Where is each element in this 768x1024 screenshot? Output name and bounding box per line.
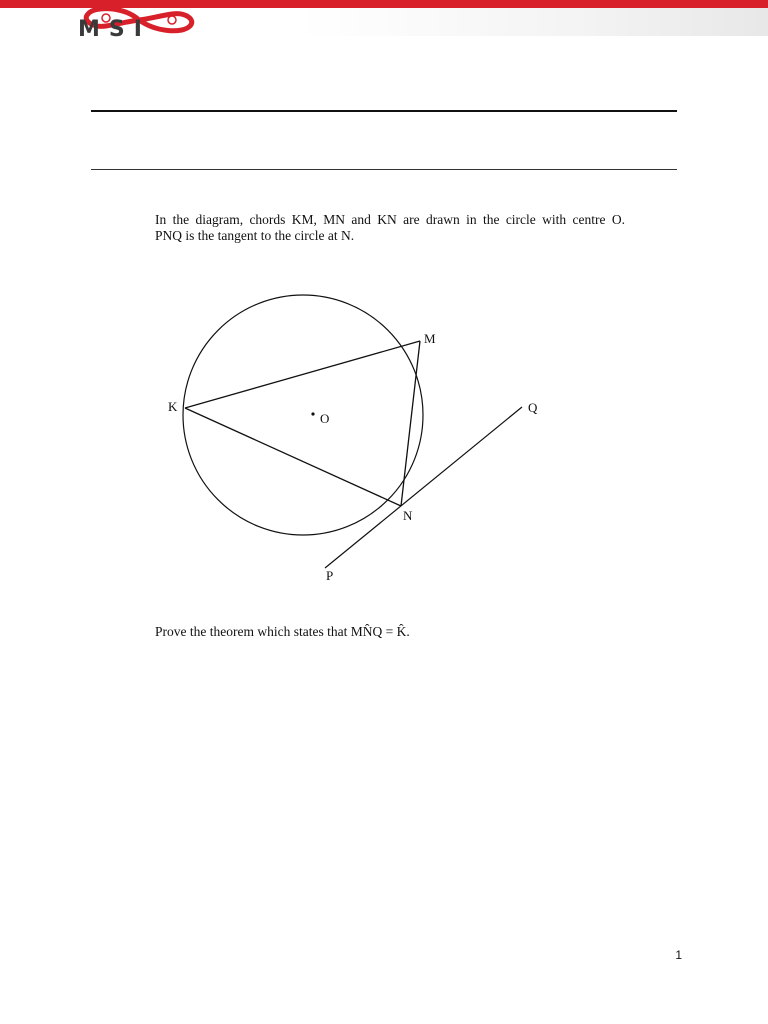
label-m: M [424,331,436,346]
centre-point [311,412,314,415]
chord-km [185,341,420,408]
header-fade-band [300,8,768,36]
header-rule-bottom [91,169,677,170]
page-number: 1 [675,948,682,962]
label-k: K [168,399,178,414]
prove-text: Prove the theorem which states that [155,624,348,639]
label-o: O [320,411,330,426]
circle-tangent-diagram [160,280,560,600]
chord-mn [401,341,420,506]
prove-statement [155,623,555,641]
chord-kn [185,408,401,506]
label-p: P [326,568,334,583]
header-rule-top [91,110,677,112]
question-intro [155,212,625,244]
label-q: Q [528,400,538,415]
question-line-2: PNQ is the tangent to the circle at N. [155,228,355,243]
label-n: N [403,508,413,523]
prove-expression: MN̂Q = K̂. [350,624,410,639]
tangent-pnq [325,407,522,568]
question-line-1: In the diagram, chords KM, MN and KN are drawn in the circle with centre O. [155,212,625,227]
header-red-band [0,0,768,8]
logo-text: MSI [78,17,151,42]
